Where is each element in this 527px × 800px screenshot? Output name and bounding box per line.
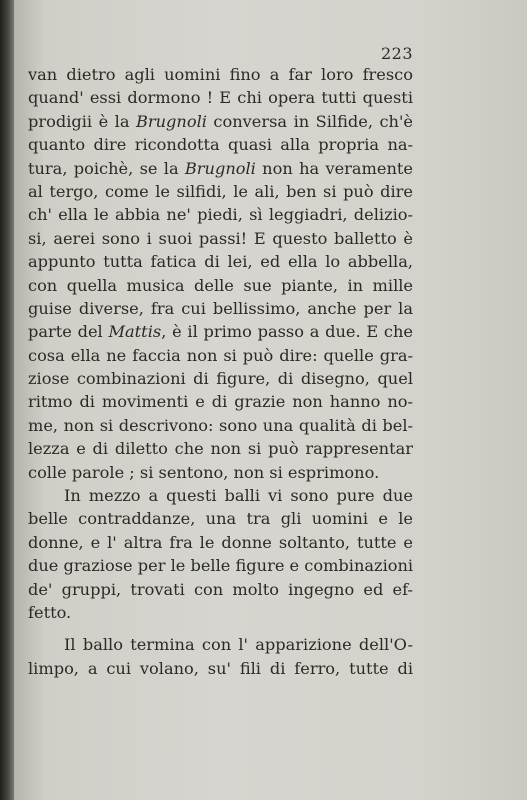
text-line: due graziose per le belle figure e combinazioni — [28, 556, 414, 576]
book-spine-shadow — [0, 0, 14, 800]
paragraph-3 — [28, 633, 413, 680]
text-line: parte del Mattis, è il primo passo a due. E che — [28, 322, 414, 342]
text-line: al tergo, come le silfidi, le ali, ben si può dire — [28, 181, 413, 201]
italic-name: Brugnoli — [135, 111, 207, 131]
page-number: 223 — [380, 44, 413, 63]
book-page — [14, 0, 527, 800]
text-line: quanto dire ricondotta quasi alla propria na- — [28, 135, 413, 155]
text-line: me, non si descrivono: sono una qualità di bel- — [28, 415, 413, 435]
text-line: van dietro agli uomini fino a far loro fresco — [28, 65, 413, 84]
text-line: donne, e l' altra fra le donne soltanto, tutte e — [28, 532, 413, 552]
text-line: limpo, a cui volano, su' fili di ferro, tutte di — [28, 658, 413, 678]
text-line: ch' ella le abbia ne' piedi, sì leggiadri, delizio- — [28, 205, 413, 225]
text-line: In mezzo a questi balli vi sono pure due — [64, 486, 413, 506]
paragraph-1 — [28, 63, 413, 484]
body-text — [28, 63, 413, 680]
italic-name: Brugnoli — [184, 158, 256, 178]
text-line: lezza e di diletto che non si può rappresentar — [28, 439, 413, 459]
paragraph-spacing — [28, 624, 413, 633]
text-line: appunto tutta fatica di lei, ed ella lo abbella, — [28, 252, 413, 272]
text-line: cosa ella ne faccia non si può dire: quelle gra- — [28, 345, 413, 365]
italic-name: Mattis — [108, 322, 162, 342]
text-line: tura, poichè, se la Brugnoli non ha veramente — [28, 158, 413, 178]
text-line: si, aerei sono i suoi passi! E questo balletto è — [28, 228, 413, 248]
text-line: con quella musica delle sue piante, in mille — [28, 275, 413, 295]
text-line: de' gruppi, trovati con molto ingegno ed ef- — [28, 579, 413, 599]
text-line: prodigii è la Brugnoli conversa in Silfide, ch'è — [28, 111, 413, 131]
text-line: fetto. — [28, 602, 72, 622]
text-line: belle contraddanze, una tra gli uomini e le — [28, 509, 413, 529]
paragraph-2 — [28, 484, 413, 624]
text-line: guise diverse, fra cui bellissimo, anche per la — [28, 298, 413, 318]
text-line: ritmo di movimenti e di grazie non hanno no- — [28, 392, 413, 412]
text-line: ziose combinazioni di figure, di disegno, quel — [28, 369, 413, 389]
text-line: quand' essi dormono ! E chi opera tutti questi — [28, 88, 413, 108]
text-line: Il ballo termina con l' apparizione dell'O- — [64, 635, 413, 655]
text-line: colle parole ; si sentono, non si esprimono. — [28, 462, 380, 482]
